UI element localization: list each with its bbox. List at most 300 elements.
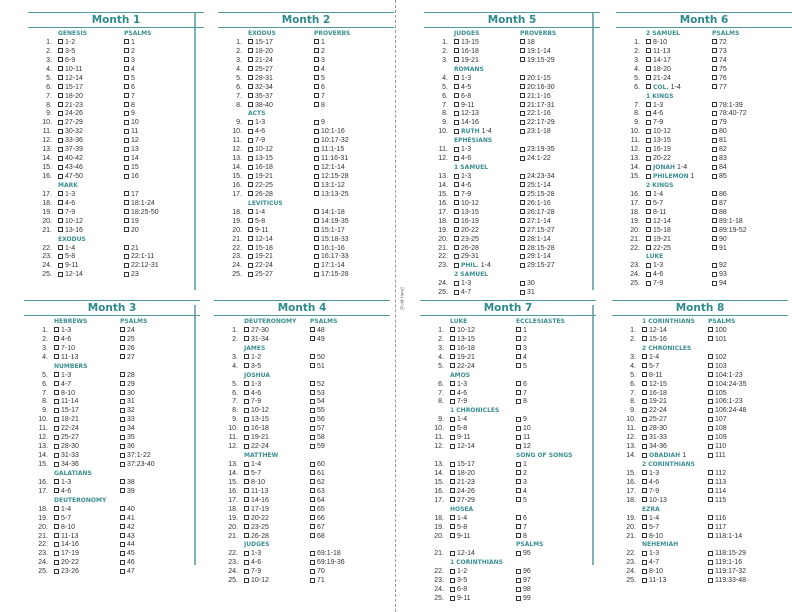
checkbox-icon[interactable] (120, 345, 125, 350)
checkbox-icon[interactable] (516, 327, 521, 332)
reading-checkbox[interactable] (712, 119, 792, 128)
checkbox-icon[interactable] (244, 354, 249, 359)
checkbox-icon[interactable] (248, 174, 253, 179)
reading-checkbox[interactable] (712, 39, 792, 48)
reading-checkbox[interactable] (708, 568, 788, 577)
reading-checkbox[interactable] (708, 336, 788, 345)
checkbox-icon[interactable] (450, 462, 455, 467)
checkbox-icon[interactable] (244, 479, 249, 484)
reading-checkbox[interactable] (124, 200, 204, 209)
checkbox-icon[interactable] (450, 336, 455, 341)
reading-checkbox[interactable] (248, 119, 314, 128)
reading-checkbox[interactable] (58, 146, 124, 155)
reading-checkbox[interactable] (314, 137, 394, 146)
checkbox-icon[interactable] (120, 426, 125, 431)
checkbox-icon[interactable] (646, 75, 651, 80)
checkbox-icon[interactable] (520, 182, 525, 187)
checkbox-icon[interactable] (646, 39, 651, 44)
checkbox-icon[interactable] (248, 218, 253, 223)
checkbox-icon[interactable] (642, 479, 647, 484)
checkbox-icon[interactable] (516, 363, 521, 368)
checkbox-icon[interactable] (310, 408, 315, 413)
reading-checkbox[interactable] (708, 416, 788, 425)
reading-checkbox[interactable] (450, 497, 516, 506)
reading-checkbox[interactable] (712, 48, 792, 57)
checkbox-icon[interactable] (708, 551, 713, 556)
reading-checkbox[interactable] (642, 559, 708, 568)
checkbox-icon[interactable] (712, 227, 717, 232)
checkbox-icon[interactable] (244, 408, 249, 413)
reading-checkbox[interactable] (520, 48, 600, 57)
reading-checkbox[interactable] (450, 515, 516, 524)
checkbox-icon[interactable] (244, 488, 249, 493)
reading-checkbox[interactable] (310, 327, 390, 336)
checkbox-icon[interactable] (642, 488, 647, 493)
reading-checkbox[interactable] (58, 57, 124, 66)
reading-checkbox[interactable] (58, 271, 124, 280)
checkbox-icon[interactable] (642, 453, 647, 458)
checkbox-icon[interactable] (708, 453, 713, 458)
reading-checkbox[interactable] (310, 363, 390, 372)
reading-checkbox[interactable] (454, 182, 520, 191)
reading-checkbox[interactable] (58, 102, 124, 111)
reading-checkbox[interactable] (310, 497, 390, 506)
checkbox-icon[interactable] (248, 93, 253, 98)
reading-checkbox[interactable] (244, 354, 310, 363)
reading-checkbox[interactable] (454, 289, 520, 298)
checkbox-icon[interactable] (646, 111, 651, 116)
checkbox-icon[interactable] (708, 381, 713, 386)
reading-checkbox[interactable] (124, 253, 204, 262)
checkbox-icon[interactable] (520, 281, 525, 286)
checkbox-icon[interactable] (450, 551, 455, 556)
checkbox-icon[interactable] (516, 462, 521, 467)
reading-checkbox[interactable] (646, 271, 712, 280)
reading-checkbox[interactable] (642, 452, 708, 461)
reading-checkbox[interactable] (310, 506, 390, 515)
checkbox-icon[interactable] (642, 560, 647, 565)
reading-checkbox[interactable] (516, 550, 596, 559)
reading-checkbox[interactable] (450, 586, 516, 595)
reading-checkbox[interactable] (454, 227, 520, 236)
checkbox-icon[interactable] (520, 102, 525, 107)
reading-checkbox[interactable] (54, 541, 120, 550)
reading-checkbox[interactable] (124, 84, 204, 93)
reading-checkbox[interactable] (314, 57, 394, 66)
reading-checkbox[interactable] (120, 434, 200, 443)
reading-checkbox[interactable] (54, 506, 120, 515)
reading-checkbox[interactable] (450, 434, 516, 443)
checkbox-icon[interactable] (120, 515, 125, 520)
reading-checkbox[interactable] (314, 146, 394, 155)
reading-checkbox[interactable] (124, 173, 204, 182)
reading-checkbox[interactable] (516, 354, 596, 363)
reading-checkbox[interactable] (712, 262, 792, 271)
reading-checkbox[interactable] (516, 497, 596, 506)
checkbox-icon[interactable] (712, 263, 717, 268)
reading-checkbox[interactable] (708, 470, 788, 479)
reading-checkbox[interactable] (124, 119, 204, 128)
reading-checkbox[interactable] (310, 488, 390, 497)
checkbox-icon[interactable] (248, 236, 253, 241)
reading-checkbox[interactable] (248, 137, 314, 146)
reading-checkbox[interactable] (646, 280, 712, 289)
checkbox-icon[interactable] (712, 245, 717, 250)
reading-checkbox[interactable] (248, 173, 314, 182)
reading-checkbox[interactable] (454, 128, 520, 137)
checkbox-icon[interactable] (54, 551, 59, 556)
checkbox-icon[interactable] (454, 182, 459, 187)
reading-checkbox[interactable] (708, 524, 788, 533)
reading-checkbox[interactable] (712, 57, 792, 66)
checkbox-icon[interactable] (642, 417, 647, 422)
reading-checkbox[interactable] (54, 398, 120, 407)
checkbox-icon[interactable] (520, 75, 525, 80)
reading-checkbox[interactable] (520, 119, 600, 128)
reading-checkbox[interactable] (516, 425, 596, 434)
checkbox-icon[interactable] (244, 524, 249, 529)
checkbox-icon[interactable] (708, 497, 713, 502)
checkbox-icon[interactable] (454, 75, 459, 80)
reading-checkbox[interactable] (450, 354, 516, 363)
checkbox-icon[interactable] (244, 363, 249, 368)
checkbox-icon[interactable] (120, 560, 125, 565)
checkbox-icon[interactable] (310, 551, 315, 556)
reading-checkbox[interactable] (642, 488, 708, 497)
checkbox-icon[interactable] (450, 488, 455, 493)
reading-checkbox[interactable] (244, 577, 310, 586)
reading-checkbox[interactable] (244, 425, 310, 434)
reading-checkbox[interactable] (520, 253, 600, 262)
checkbox-icon[interactable] (516, 497, 521, 502)
reading-checkbox[interactable] (54, 550, 120, 559)
reading-checkbox[interactable] (120, 515, 200, 524)
checkbox-icon[interactable] (516, 479, 521, 484)
reading-checkbox[interactable] (120, 336, 200, 345)
checkbox-icon[interactable] (708, 578, 713, 583)
checkbox-icon[interactable] (54, 327, 59, 332)
reading-checkbox[interactable] (454, 84, 520, 93)
checkbox-icon[interactable] (646, 272, 651, 277)
checkbox-icon[interactable] (712, 147, 717, 152)
checkbox-icon[interactable] (314, 84, 319, 89)
checkbox-icon[interactable] (516, 524, 521, 529)
reading-checkbox[interactable] (520, 39, 600, 48)
reading-checkbox[interactable] (450, 461, 516, 470)
reading-checkbox[interactable] (708, 479, 788, 488)
reading-checkbox[interactable] (120, 390, 200, 399)
reading-checkbox[interactable] (310, 425, 390, 434)
checkbox-icon[interactable] (708, 533, 713, 538)
reading-checkbox[interactable] (646, 102, 712, 111)
reading-checkbox[interactable] (454, 110, 520, 119)
reading-checkbox[interactable] (244, 461, 310, 470)
reading-checkbox[interactable] (646, 191, 712, 200)
checkbox-icon[interactable] (120, 479, 125, 484)
reading-checkbox[interactable] (712, 66, 792, 75)
checkbox-icon[interactable] (248, 66, 253, 71)
reading-checkbox[interactable] (520, 289, 600, 298)
checkbox-icon[interactable] (454, 102, 459, 107)
reading-checkbox[interactable] (642, 425, 708, 434)
checkbox-icon[interactable] (120, 488, 125, 493)
reading-checkbox[interactable] (450, 390, 516, 399)
checkbox-icon[interactable] (58, 129, 63, 134)
reading-checkbox[interactable] (642, 497, 708, 506)
reading-checkbox[interactable] (124, 48, 204, 57)
checkbox-icon[interactable] (708, 390, 713, 395)
reading-checkbox[interactable] (248, 164, 314, 173)
reading-checkbox[interactable] (642, 479, 708, 488)
checkbox-icon[interactable] (244, 336, 249, 341)
reading-checkbox[interactable] (642, 550, 708, 559)
reading-checkbox[interactable] (248, 128, 314, 137)
checkbox-icon[interactable] (520, 191, 525, 196)
reading-checkbox[interactable] (54, 416, 120, 425)
reading-checkbox[interactable] (454, 245, 520, 254)
reading-checkbox[interactable] (450, 398, 516, 407)
checkbox-icon[interactable] (120, 417, 125, 422)
reading-checkbox[interactable] (314, 209, 394, 218)
reading-checkbox[interactable] (244, 515, 310, 524)
checkbox-icon[interactable] (454, 227, 459, 232)
reading-checkbox[interactable] (642, 398, 708, 407)
reading-checkbox[interactable] (642, 434, 708, 443)
reading-checkbox[interactable] (244, 363, 310, 372)
checkbox-icon[interactable] (520, 254, 525, 259)
checkbox-icon[interactable] (708, 560, 713, 565)
reading-checkbox[interactable] (314, 48, 394, 57)
reading-checkbox[interactable] (712, 84, 792, 93)
reading-checkbox[interactable] (646, 155, 712, 164)
checkbox-icon[interactable] (450, 381, 455, 386)
checkbox-icon[interactable] (244, 417, 249, 422)
checkbox-icon[interactable] (124, 218, 129, 223)
reading-checkbox[interactable] (516, 461, 596, 470)
checkbox-icon[interactable] (646, 200, 651, 205)
checkbox-icon[interactable] (520, 93, 525, 98)
checkbox-icon[interactable] (450, 479, 455, 484)
reading-checkbox[interactable] (520, 280, 600, 289)
reading-checkbox[interactable] (120, 533, 200, 542)
checkbox-icon[interactable] (244, 515, 249, 520)
checkbox-icon[interactable] (120, 354, 125, 359)
reading-checkbox[interactable] (454, 39, 520, 48)
reading-checkbox[interactable] (124, 262, 204, 271)
checkbox-icon[interactable] (712, 209, 717, 214)
checkbox-icon[interactable] (124, 263, 129, 268)
checkbox-icon[interactable] (520, 290, 525, 295)
checkbox-icon[interactable] (708, 426, 713, 431)
checkbox-icon[interactable] (310, 399, 315, 404)
reading-checkbox[interactable] (708, 550, 788, 559)
reading-checkbox[interactable] (54, 345, 120, 354)
checkbox-icon[interactable] (520, 263, 525, 268)
checkbox-icon[interactable] (58, 227, 63, 232)
checkbox-icon[interactable] (646, 245, 651, 250)
checkbox-icon[interactable] (454, 39, 459, 44)
reading-checkbox[interactable] (454, 280, 520, 289)
reading-checkbox[interactable] (244, 470, 310, 479)
checkbox-icon[interactable] (520, 156, 525, 161)
checkbox-icon[interactable] (58, 138, 63, 143)
reading-checkbox[interactable] (58, 93, 124, 102)
reading-checkbox[interactable] (450, 336, 516, 345)
reading-checkbox[interactable] (516, 524, 596, 533)
checkbox-icon[interactable] (120, 435, 125, 440)
checkbox-icon[interactable] (520, 209, 525, 214)
reading-checkbox[interactable] (124, 128, 204, 137)
reading-checkbox[interactable] (310, 470, 390, 479)
reading-checkbox[interactable] (248, 48, 314, 57)
checkbox-icon[interactable] (712, 200, 717, 205)
checkbox-icon[interactable] (314, 227, 319, 232)
checkbox-icon[interactable] (450, 363, 455, 368)
reading-checkbox[interactable] (310, 568, 390, 577)
reading-checkbox[interactable] (120, 327, 200, 336)
reading-checkbox[interactable] (120, 354, 200, 363)
checkbox-icon[interactable] (58, 48, 63, 53)
checkbox-icon[interactable] (642, 524, 647, 529)
reading-checkbox[interactable] (58, 191, 124, 200)
checkbox-icon[interactable] (310, 426, 315, 431)
checkbox-icon[interactable] (520, 129, 525, 134)
reading-checkbox[interactable] (244, 416, 310, 425)
reading-checkbox[interactable] (450, 345, 516, 354)
reading-checkbox[interactable] (454, 119, 520, 128)
checkbox-icon[interactable] (120, 462, 125, 467)
checkbox-icon[interactable] (248, 48, 253, 53)
reading-checkbox[interactable] (516, 363, 596, 372)
reading-checkbox[interactable] (124, 102, 204, 111)
checkbox-icon[interactable] (54, 417, 59, 422)
reading-checkbox[interactable] (314, 236, 394, 245)
checkbox-icon[interactable] (54, 453, 59, 458)
reading-checkbox[interactable] (58, 128, 124, 137)
checkbox-icon[interactable] (646, 165, 651, 170)
checkbox-icon[interactable] (712, 84, 717, 89)
reading-checkbox[interactable] (248, 75, 314, 84)
reading-checkbox[interactable] (454, 262, 520, 271)
checkbox-icon[interactable] (310, 381, 315, 386)
reading-checkbox[interactable] (248, 146, 314, 155)
reading-checkbox[interactable] (646, 173, 712, 182)
checkbox-icon[interactable] (244, 327, 249, 332)
checkbox-icon[interactable] (712, 272, 717, 277)
checkbox-icon[interactable] (646, 156, 651, 161)
checkbox-icon[interactable] (244, 426, 249, 431)
checkbox-icon[interactable] (454, 156, 459, 161)
checkbox-icon[interactable] (314, 254, 319, 259)
checkbox-icon[interactable] (314, 129, 319, 134)
reading-checkbox[interactable] (450, 488, 516, 497)
checkbox-icon[interactable] (712, 111, 717, 116)
reading-checkbox[interactable] (454, 93, 520, 102)
reading-checkbox[interactable] (248, 57, 314, 66)
checkbox-icon[interactable] (310, 435, 315, 440)
checkbox-icon[interactable] (54, 336, 59, 341)
checkbox-icon[interactable] (244, 435, 249, 440)
checkbox-icon[interactable] (520, 200, 525, 205)
reading-checkbox[interactable] (244, 533, 310, 542)
checkbox-icon[interactable] (516, 417, 521, 422)
checkbox-icon[interactable] (516, 426, 521, 431)
reading-checkbox[interactable] (646, 75, 712, 84)
checkbox-icon[interactable] (516, 390, 521, 395)
checkbox-icon[interactable] (454, 218, 459, 223)
reading-checkbox[interactable] (516, 586, 596, 595)
reading-checkbox[interactable] (646, 218, 712, 227)
reading-checkbox[interactable] (248, 182, 314, 191)
checkbox-icon[interactable] (124, 138, 129, 143)
reading-checkbox[interactable] (516, 470, 596, 479)
checkbox-icon[interactable] (646, 48, 651, 53)
checkbox-icon[interactable] (314, 272, 319, 277)
reading-checkbox[interactable] (120, 488, 200, 497)
reading-checkbox[interactable] (642, 390, 708, 399)
checkbox-icon[interactable] (450, 533, 455, 538)
checkbox-icon[interactable] (244, 462, 249, 467)
checkbox-icon[interactable] (708, 479, 713, 484)
reading-checkbox[interactable] (124, 110, 204, 119)
checkbox-icon[interactable] (244, 470, 249, 475)
reading-checkbox[interactable] (54, 390, 120, 399)
checkbox-icon[interactable] (712, 281, 717, 286)
reading-checkbox[interactable] (58, 84, 124, 93)
reading-checkbox[interactable] (520, 128, 600, 137)
reading-checkbox[interactable] (712, 75, 792, 84)
reading-checkbox[interactable] (450, 443, 516, 452)
checkbox-icon[interactable] (454, 209, 459, 214)
checkbox-icon[interactable] (520, 227, 525, 232)
checkbox-icon[interactable] (314, 218, 319, 223)
reading-checkbox[interactable] (310, 515, 390, 524)
checkbox-icon[interactable] (248, 272, 253, 277)
checkbox-icon[interactable] (310, 578, 315, 583)
reading-checkbox[interactable] (314, 227, 394, 236)
reading-checkbox[interactable] (310, 461, 390, 470)
reading-checkbox[interactable] (520, 57, 600, 66)
checkbox-icon[interactable] (642, 399, 647, 404)
checkbox-icon[interactable] (58, 75, 63, 80)
checkbox-icon[interactable] (450, 354, 455, 359)
reading-checkbox[interactable] (708, 381, 788, 390)
reading-checkbox[interactable] (54, 407, 120, 416)
checkbox-icon[interactable] (314, 263, 319, 268)
checkbox-icon[interactable] (516, 515, 521, 520)
reading-checkbox[interactable] (54, 461, 120, 470)
checkbox-icon[interactable] (54, 488, 59, 493)
reading-checkbox[interactable] (120, 550, 200, 559)
checkbox-icon[interactable] (58, 93, 63, 98)
checkbox-icon[interactable] (120, 408, 125, 413)
reading-checkbox[interactable] (642, 336, 708, 345)
reading-checkbox[interactable] (646, 128, 712, 137)
reading-checkbox[interactable] (450, 550, 516, 559)
checkbox-icon[interactable] (244, 444, 249, 449)
reading-checkbox[interactable] (520, 110, 600, 119)
reading-checkbox[interactable] (120, 541, 200, 550)
checkbox-icon[interactable] (642, 497, 647, 502)
reading-checkbox[interactable] (708, 425, 788, 434)
checkbox-icon[interactable] (712, 48, 717, 53)
checkbox-icon[interactable] (450, 435, 455, 440)
checkbox-icon[interactable] (642, 578, 647, 583)
reading-checkbox[interactable] (310, 479, 390, 488)
checkbox-icon[interactable] (642, 390, 647, 395)
checkbox-icon[interactable] (58, 147, 63, 152)
checkbox-icon[interactable] (646, 57, 651, 62)
